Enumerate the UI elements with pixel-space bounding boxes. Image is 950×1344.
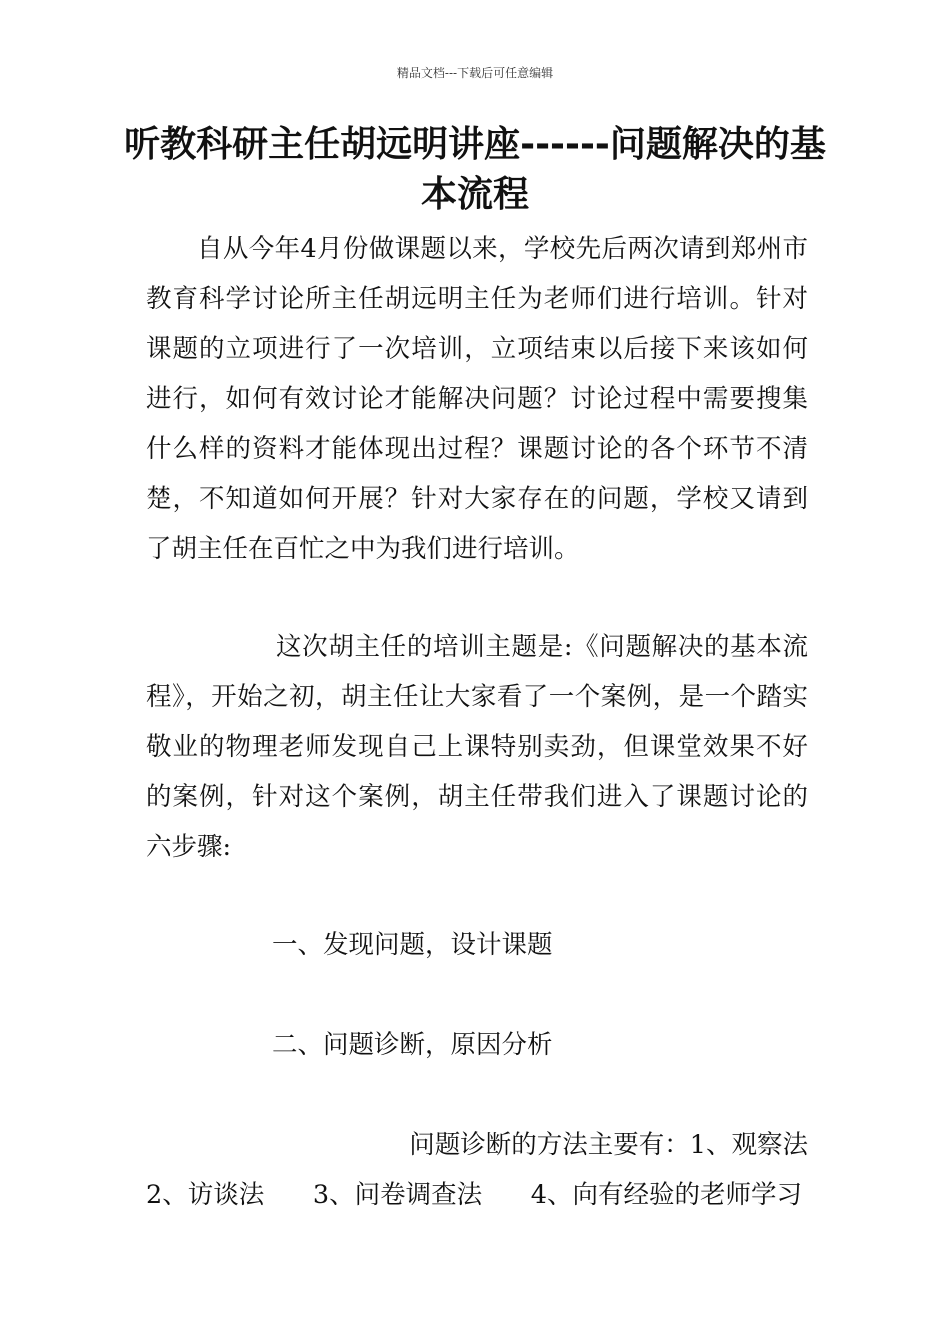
diagnosis-methods-intro: 问题诊断的方法主要有：1、观察法 xyxy=(409,1130,808,1160)
step-one-heading: 一、发现问题，设计课题 xyxy=(272,930,553,960)
intro-paragraph: 自从今年4月份做课题以来，学校先后两次请到郑州市教育科学讨论所主任胡远明主任为老师们进行培训。针对课题的立项进行了一次培训，立项结束以后接下来该如何进行，如何有效讨论才能解决问题？讨论过程中需要搜集什么样的资料才能体现出过程？课题讨论的各个环节不清楚，不知道如何开展？针对大家存在的问题，学校又请到了胡主任在百忙之中为我们进行培训。 xyxy=(146,234,808,564)
diagnosis-methods-list: 2、访谈法 3、问卷调查法 4、向有经验的老师学习 xyxy=(146,1180,802,1210)
step-two-heading: 二、问题诊断，原因分析 xyxy=(272,1030,553,1060)
training-topic-paragraph: 这次胡主任的培训主题是:《问题解决的基本流程》，开始之初，胡主任让大家看了一个案例，是一个踏实敬业的物理老师发现自己上课特别卖劲，但课堂效果不好的案例，针对这个案例，胡主任带我们进入了课题讨论的六步骤: xyxy=(146,632,808,862)
document-title: 听教科研主任胡远明讲座------问题解决的基本流程 xyxy=(124,124,826,215)
page-header-note: 精品文档---下载后可任意编辑 xyxy=(396,66,554,80)
